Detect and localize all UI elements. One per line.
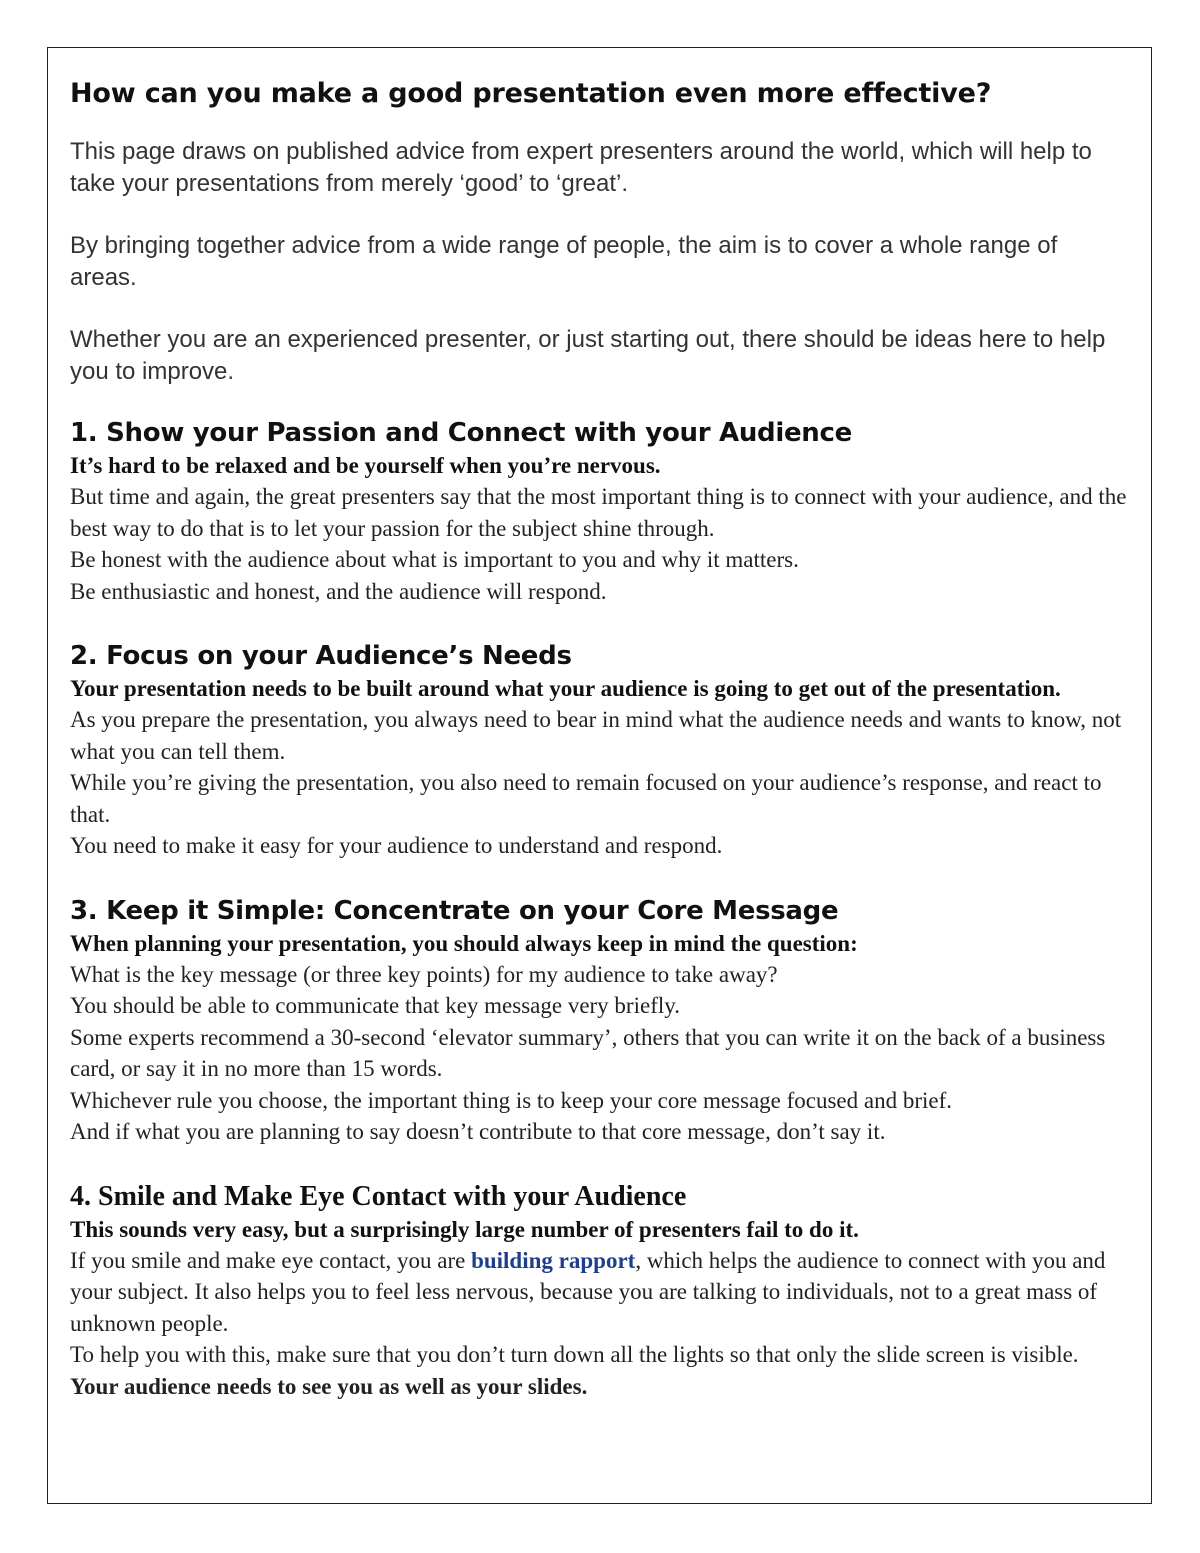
section-heading: 4. Smile and Make Eye Contact with your Audience — [70, 1180, 687, 1212]
section-line: While you’re giving the presentation, you also need to remain focused on your audience’s response, and react to that. — [70, 770, 1102, 827]
section-audience-needs — [70, 639, 1130, 862]
section-line: Whichever rule you choose, the important thing is to keep your core message focused and brief. — [70, 1087, 953, 1113]
rapport-text-after: , which helps the audience to connect with you and your subject. It also helps you to feel less nervous, because you are talking to individuals, not to a great mass of unknown people. — [70, 1247, 1106, 1336]
section-line: But time and again, the great presenters say that the most important thing is to connect with your audience, and the best way to do that is to let your passion for the subject shine through. — [70, 484, 1127, 541]
section-line: As you prepare the presentation, you always need to bear in mind what the audience needs and wants to know, not what you can tell them. — [70, 707, 1122, 764]
section-line: Be enthusiastic and honest, and the audience will respond. — [70, 578, 607, 604]
section-heading: 3. Keep it Simple: Concentrate on your Core Message — [70, 895, 839, 926]
intro-paragraph: This page draws on published advice from expert presenters around the world, which will help to take your presentations from merely ‘good’ to ‘great’. — [70, 138, 1092, 197]
section-line: Some experts recommend a 30-second ‘elevator summary’, others that you can write it on the back of a business card, or say it in no more than 15 words. — [70, 1024, 1106, 1081]
section-line: You need to make it easy for your audience to understand and respond. — [70, 833, 723, 858]
lights-text: To help you with this, make sure that you don’t turn down all the lights so that only the slide screen is visible. — [70, 1342, 1079, 1367]
section-passion — [70, 416, 1130, 607]
page-title: How can you make a good presentation even more effective? — [70, 78, 992, 109]
section-line: What is the key message (or three key points) for my audience to take away? — [70, 961, 778, 987]
section-eye-contact — [70, 1180, 1130, 1403]
section-line: Be honest with the audience about what is important to you and why it matters. — [70, 547, 799, 572]
lights-emphasis: Your audience needs to see you as well as your slides. — [70, 1373, 588, 1399]
section-keep-simple — [70, 894, 1130, 1148]
lights-paragraph — [70, 1339, 1130, 1402]
section-lead: It’s hard to be relaxed and be yourself when you’re nervous. — [70, 453, 661, 478]
section-heading: 1. Show your Passion and Connect with your Audience — [70, 418, 852, 448]
section-lead: Your presentation needs to be built around what your audience is going to get out of the presentation. — [70, 676, 1061, 701]
rapport-paragraph — [70, 1245, 1130, 1340]
section-lead: When planning your presentation, you should always keep in mind the question: — [70, 930, 858, 956]
section-heading: 2. Focus on your Audience’s Needs — [70, 641, 572, 671]
building-rapport-link[interactable]: building rapport — [471, 1247, 636, 1273]
intro-section — [70, 136, 1130, 388]
intro-paragraph: Whether you are an experienced presenter, or just starting out, there should be ideas here to help you to improve. — [70, 326, 1106, 385]
section-line: And if what you are planning to say doesn’t contribute to that core message, don’t say it. — [70, 1119, 886, 1144]
document-content — [70, 74, 1130, 1434]
rapport-text-before: If you smile and make eye contact, you are — [70, 1247, 472, 1273]
intro-paragraph: By bringing together advice from a wide range of people, the aim is to cover a whole range of areas. — [70, 232, 1058, 291]
section-lead: This sounds very easy, but a surprisingly large number of presenters fail to do it. — [70, 1216, 859, 1242]
section-line: You should be able to communicate that key message very briefly. — [70, 993, 680, 1018]
